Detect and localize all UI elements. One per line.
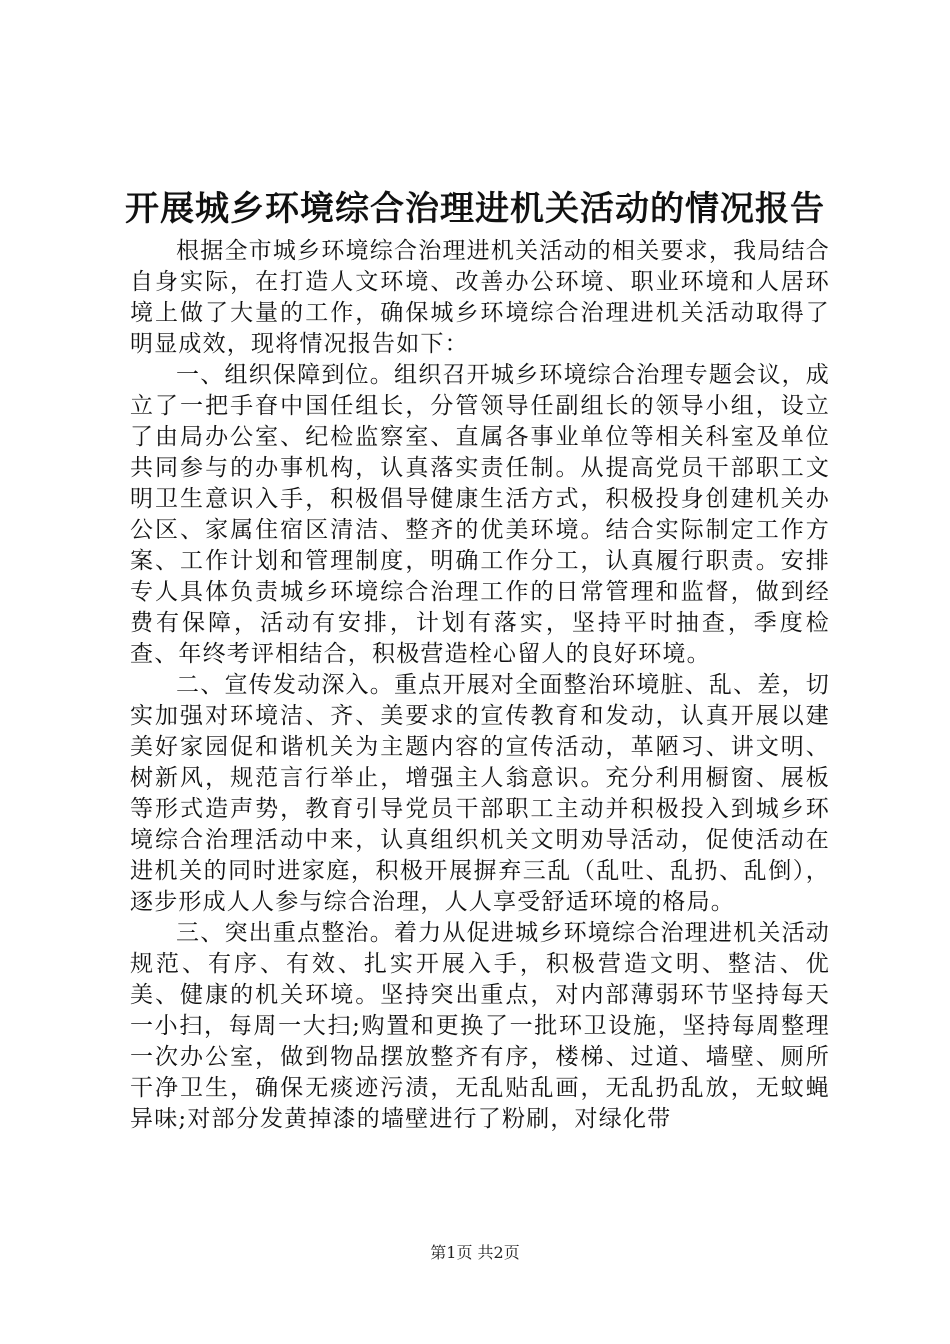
document-body [130, 236, 830, 1135]
page-number: 第1页 共2页 [430, 1243, 520, 1262]
paragraph-section-2: 二、宣传发动深入。重点开展对全面整治环境脏、乱、差，切实加强对环境洁、齐、美要求的宣传教育和发动，认真开展以建美好家园促和谐机关为主题内容的宣传活动，革陋习、讲文明、树新风，规范言行举止，增强主人翁意识。充分利用橱窗、展板等形式造声势，教育引导党员干部职工主动并积极投入到城乡环境综合治理活动中来，认真组织机关文明劝导活动，促使活动在进机关的同时进家庭，积极开展摒弃三乱（乱吐、乱扔、乱倒），逐步形成人人参与综合治理，人人享受舒适环境的格局。 [130, 672, 830, 915]
paragraph-intro: 根据全市城乡环境综合治理进机关活动的相关要求，我局结合自身实际，在打造人文环境、改善办公环境、职业环境和人居环境上做了大量的工作，确保城乡环境综合治理进机关活动取得了明显成效，现将情况报告如下： [130, 238, 830, 357]
document-title: 开展城乡环境综合治理进机关活动的情况报告 [125, 189, 825, 229]
paragraph-section-3: 三、突出重点整治。着力从促进城乡环境综合治理进机关活动规范、有序、有效、扎实开展入手，积极营造文明、整洁、优美、健康的机关环境。坚持突出重点，对内部薄弱环节坚持每天一小扫，每周一大扫;购置和更换了一批环卫设施，坚持每周整理一次办公室，做到物品摆放整齐有序，楼梯、过道、墙壁、厕所干净卫生，确保无痰迹污渍，无乱贴乱画，无乱扔乱放，无蚊蝇异味;对部分发黄掉漆的墙壁进行了粉刷，对绿化带 [130, 920, 830, 1132]
page-footer [0, 1242, 950, 1264]
paragraph-section-1: 一、组织保障到位。组织召开城乡环境综合治理专题会议，成立了一把手眘中国任组长，分管领导任副组长的领导小组，设立了由局办公室、纪检监察室、直属各事业单位等相关科室及单位共同参与的办事机构，认真落实责任制。从提高党员干部职工文明卫生意识入手，积极倡导健康生活方式，积极投身创建机关办公区、家属住宿区清洁、整齐的优美环境。结合实际制定工作方案、工作计划和管理制度，明确工作分工，认真履行职责。安排专人具体负责城乡环境综合治理工作的日常管理和监督，做到经费有保障，活动有安排，计划有落实，坚持平时抽查，季度检查、年终考评相结合，积极营造栓心留人的良好环境。 [130, 362, 830, 667]
